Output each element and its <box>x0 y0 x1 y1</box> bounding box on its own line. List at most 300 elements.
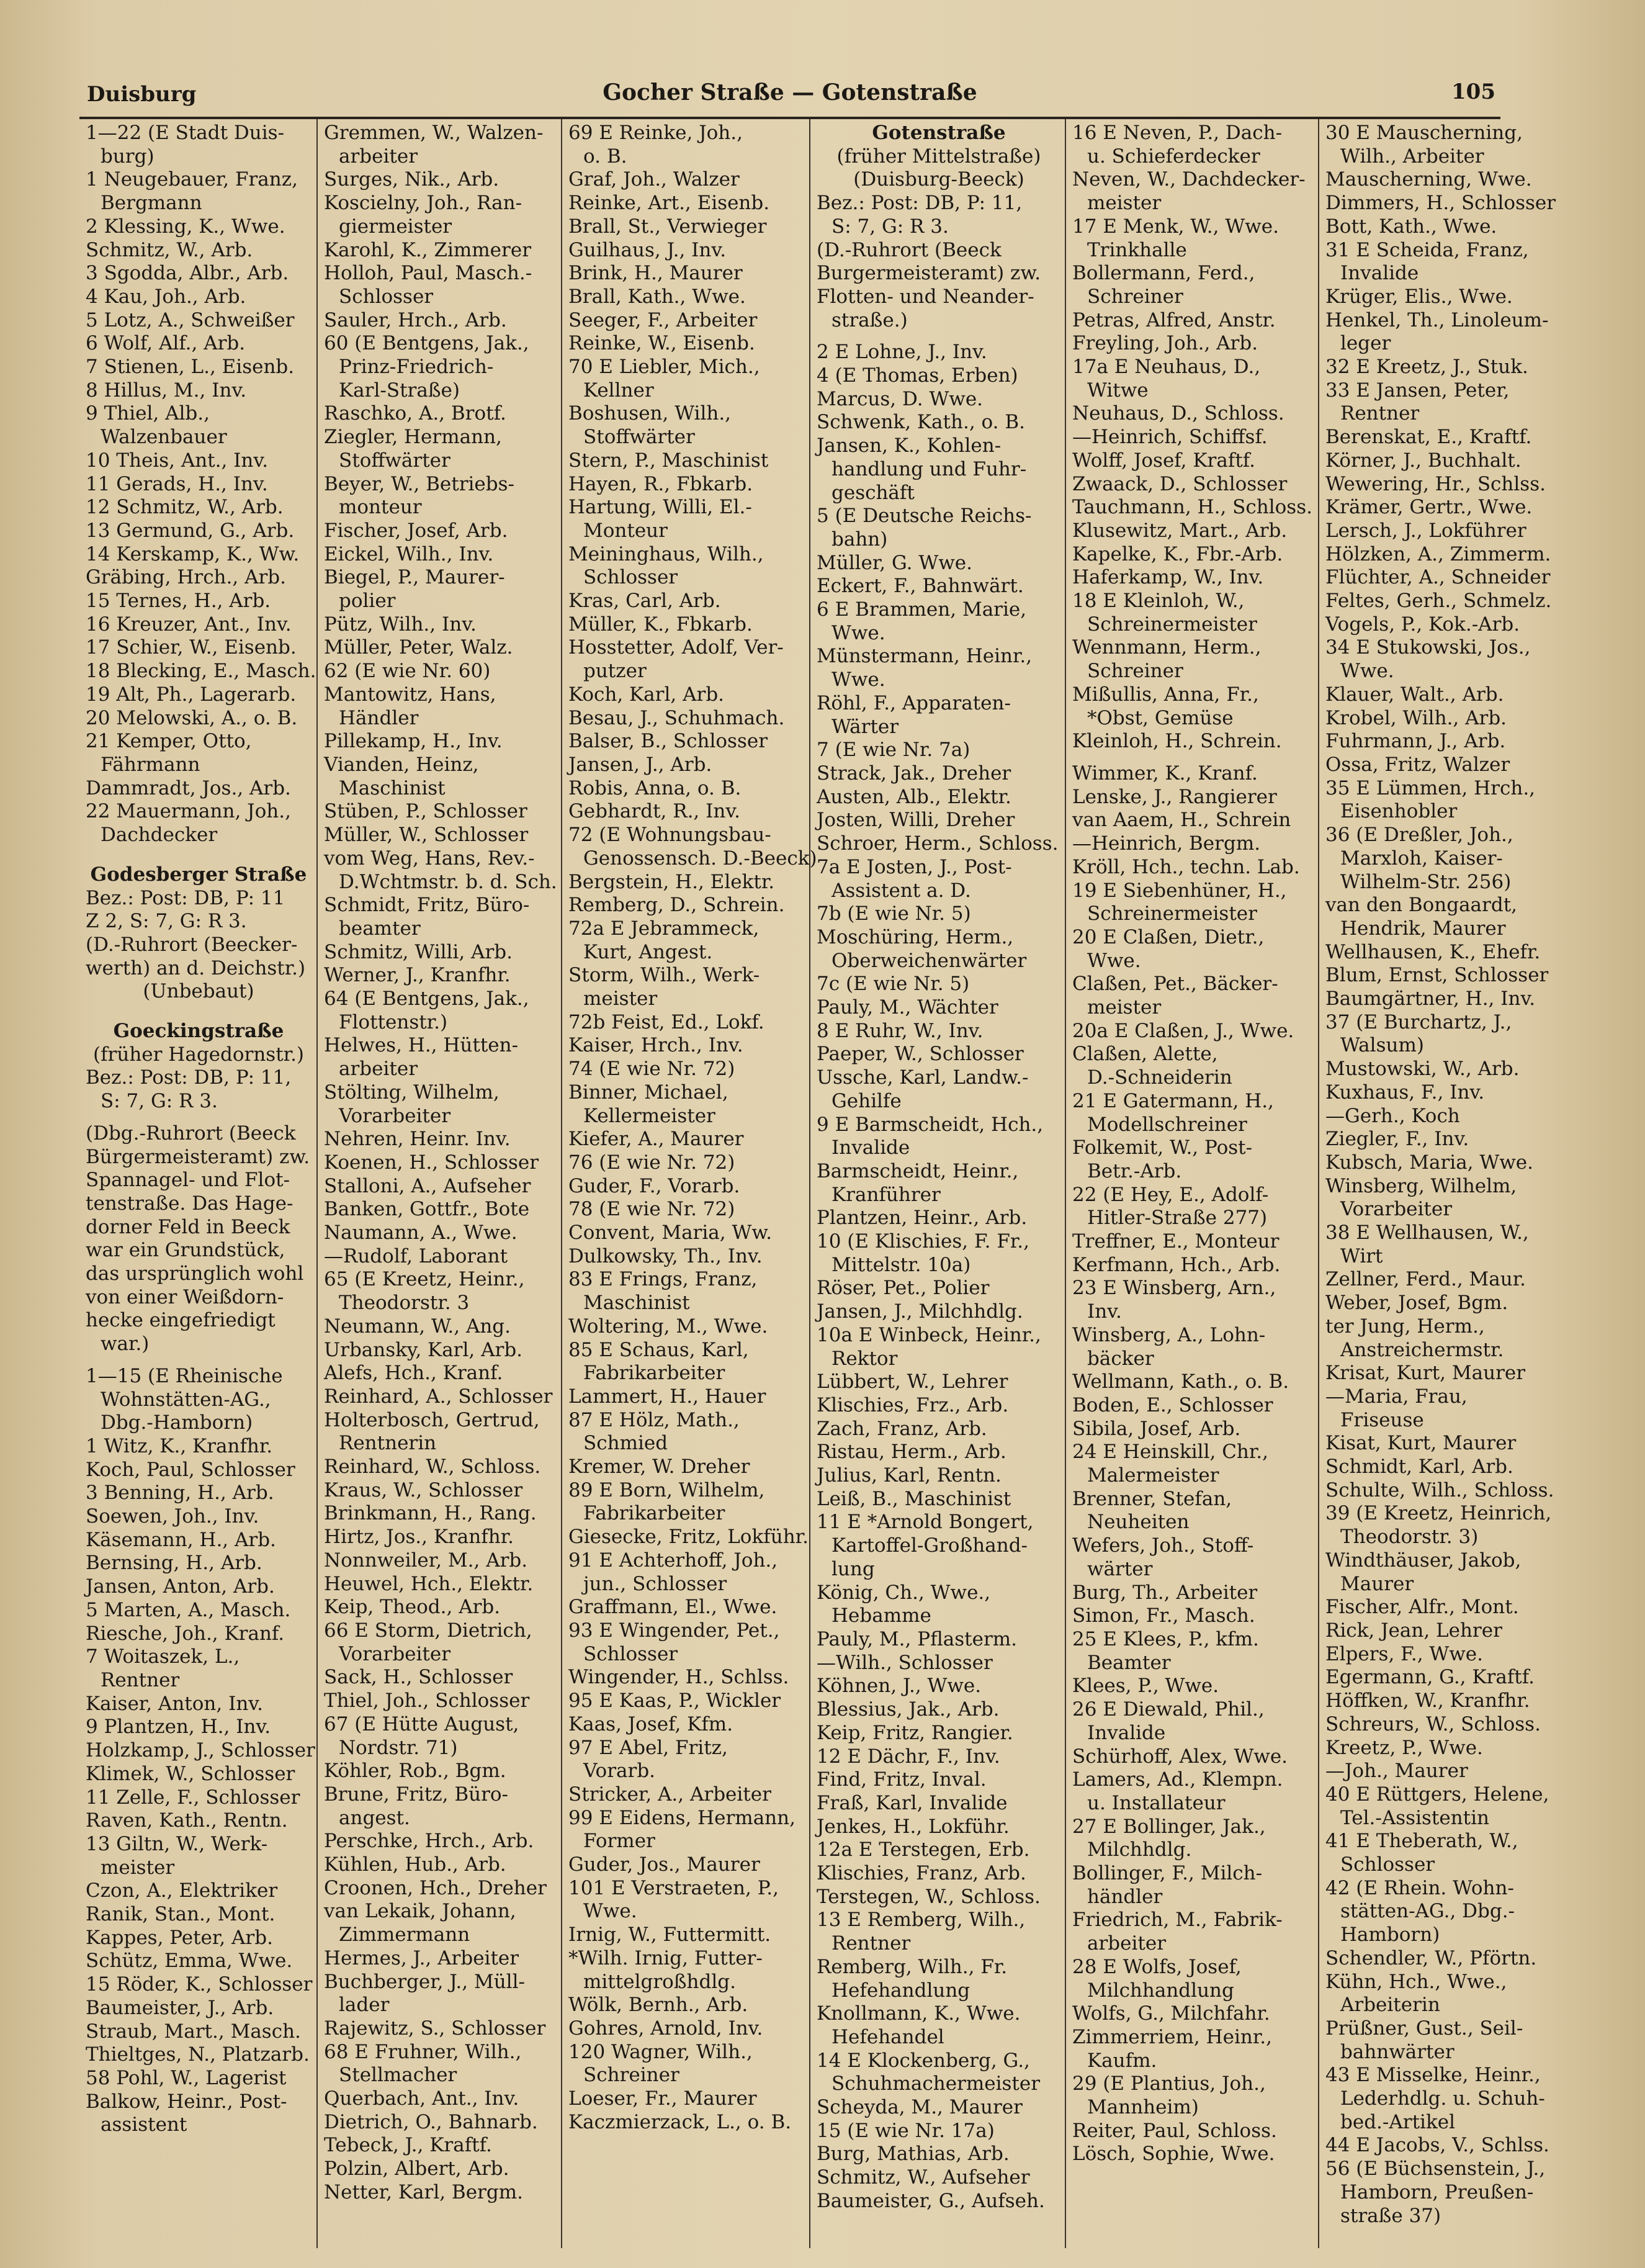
directory-entry-line: Müller, Peter, Walz. <box>324 636 513 659</box>
directory-entry-line: Mißullis, Anna, Fr., <box>1072 683 1259 706</box>
directory-entry-line: Vianden, Heinz, <box>324 753 479 776</box>
street-heading: Goeckingstraße <box>113 1020 284 1043</box>
directory-entry-line: Stüben, P., Schlosser <box>324 800 527 823</box>
directory-entry-line: Zellner, Ferd., Maur. <box>1325 1268 1526 1291</box>
directory-entry-line: Nonnweiler, M., Arb. <box>324 1549 528 1572</box>
directory-entry-line: Gebhardt, R., Inv. <box>568 800 741 823</box>
directory-entry-line: Kaiser, Anton, Inv. <box>86 1692 263 1715</box>
directory-entry-line: Stellmacher <box>339 2064 457 2087</box>
directory-entry-line: o. B. <box>583 145 627 168</box>
directory-entry-line: Terstegen, W., Schloss. <box>817 1885 1041 1908</box>
directory-entry-line: Schmitz, W., Aufseher <box>817 2166 1030 2189</box>
directory-entry-line: König, Ch., Wwe., <box>817 1581 991 1604</box>
directory-entry-line: Baumeister, G., Aufseh. <box>817 2189 1045 2212</box>
directory-entry-line: Lammert, H., Hauer <box>568 1385 766 1408</box>
directory-entry-line: Genossensch. D.-Beeck) <box>583 847 817 870</box>
directory-entry-line: Maschinist <box>583 1292 690 1315</box>
directory-entry-line: 16 Kreuzer, Ant., Inv. <box>86 613 292 636</box>
directory-entry-line: 91 E Achterhoff, Joh., <box>568 1549 778 1572</box>
directory-entry-line: Klimek, W., Schlosser <box>86 1762 295 1785</box>
directory-entry-line: 17 E Menk, W., Wwe. <box>1072 215 1279 238</box>
directory-entry-line: geschäft <box>831 481 915 504</box>
directory-entry-line: Wwe. <box>1087 949 1141 972</box>
directory-entry-line: jun., Schlosser <box>583 1572 727 1595</box>
directory-entry-line: Blum, Ernst, Schlosser <box>1325 964 1549 987</box>
directory-entry-line: Kellner <box>583 379 654 402</box>
directory-entry-line: Ossa, Fritz, Walzer <box>1325 753 1510 776</box>
directory-entry-line: Krobel, Wilh., Arb. <box>1325 706 1507 729</box>
directory-entry-line: Brenner, Stefan, <box>1072 1487 1232 1510</box>
column-1 <box>79 119 316 2248</box>
directory-entry-line: Kellermeister <box>583 1104 715 1127</box>
directory-entry-line: Höffken, W., Kranfhr. <box>1325 1690 1530 1712</box>
directory-entry-line: angest. <box>339 1806 410 1829</box>
directory-entry-line: Bez.: Post: DB, P: 11, <box>86 1066 292 1089</box>
directory-entry-line: giermeister <box>339 215 452 238</box>
directory-entry-line: Rektor <box>831 1347 898 1370</box>
directory-entry-line: Koenen, H., Schlosser <box>324 1151 539 1174</box>
directory-entry-line: Convent, Maria, Ww. <box>568 1222 773 1244</box>
directory-entry-line: Folkemit, W., Post- <box>1072 1136 1253 1159</box>
directory-entry-line: Pauly, M., Pflasterm. <box>817 1628 1018 1650</box>
directory-entry-line: Biegel, P., Maurer- <box>324 566 505 589</box>
directory-entry-line: Vogels, P., Kok.-Arb. <box>1325 613 1520 636</box>
directory-entry-line: Thieltges, N., Platzarb. <box>86 2043 310 2066</box>
directory-entry-line: Inv. <box>1087 1300 1122 1323</box>
directory-entry-line: D.-Schneiderin <box>1087 1066 1232 1089</box>
directory-entry-line: Former <box>583 1830 655 1853</box>
directory-entry-line: Brink, H., Maurer <box>568 262 743 285</box>
directory-entry-line: Henkel, Th., Linoleum- <box>1325 308 1549 331</box>
directory-entry-line: Modellschreiner <box>1087 1113 1247 1136</box>
directory-entry-line: 1 Witz, K., Kranfhr. <box>86 1434 273 1457</box>
directory-entry-line: Kraus, W., Schlosser <box>324 1478 523 1501</box>
directory-entry-line: Bernsing, H., Arb. <box>86 1552 262 1575</box>
directory-entry-line: war.) <box>101 1333 150 1356</box>
directory-entry-line: Röhl, F., Apparaten- <box>817 691 1011 714</box>
directory-entry-line: Mittelstr. 10a) <box>831 1253 971 1276</box>
directory-entry-line: Robis, Anna, o. B. <box>568 776 742 799</box>
directory-entry-line: Alefs, Hch., Kranf. <box>324 1362 503 1385</box>
directory-entry-line: Kühn, Hch., Wwe., <box>1325 1970 1507 1993</box>
directory-entry-line: 1—15 (E Rheinische <box>86 1364 283 1387</box>
directory-entry-line: Wolff, Josef, Kraftf. <box>1072 449 1255 472</box>
directory-entry-line: Balser, B., Schlosser <box>568 730 768 753</box>
directory-entry-line: 11 Gerads, H., Inv. <box>86 472 268 495</box>
directory-entry-line: Hölzken, A., Zimmerm. <box>1325 542 1551 565</box>
directory-entry-line: Tauchmann, H., Schloss. <box>1072 496 1312 519</box>
directory-entry-line: Köhnen, J., Wwe. <box>817 1675 982 1698</box>
directory-entry-line: 10 (E Klischies, F. Fr., <box>817 1230 1029 1253</box>
directory-entry-line: Wärter <box>831 715 899 738</box>
street-note: (Duisburg-Beeck) <box>853 168 1024 191</box>
directory-entry-line: 76 (E wie Nr. 72) <box>568 1151 735 1174</box>
directory-entry-line: Wölk, Bernh., Arb. <box>568 1994 748 2017</box>
directory-entry-line: 16 E Neven, P., Dach- <box>1072 122 1283 144</box>
directory-entry-line: Schmidt, Karl, Arb. <box>1325 1456 1513 1478</box>
directory-entry-line: 56 (E Büchsenstein, J., <box>1325 2158 1546 2180</box>
directory-entry-line: Anstreichermstr. <box>1340 1338 1504 1361</box>
directory-entry-line: Jansen, J., Arb. <box>568 753 712 776</box>
directory-entry-line: Meininghaus, Wilh., <box>568 542 764 565</box>
directory-entry-line: Julius, Karl, Rentn. <box>817 1464 1002 1487</box>
directory-entry-line: Boshusen, Wilh., <box>568 402 732 425</box>
directory-entry-line: straße 37) <box>1340 2204 1441 2227</box>
directory-entry-line: Karl-Straße) <box>339 379 460 402</box>
directory-entry-line: lung <box>831 1557 875 1580</box>
directory-entry-line: 5 Marten, A., Masch. <box>86 1598 291 1621</box>
directory-entry-line: Wilh., Arbeiter <box>1340 145 1484 168</box>
directory-entry-line: Bez.: Post: DB, P: 11 <box>86 886 285 909</box>
directory-entry-line: Kaczmierzack, L., o. B. <box>568 2110 792 2133</box>
directory-entry-line: Gehilfe <box>831 1089 902 1112</box>
directory-entry-line: Kröll, Hch., techn. Lab. <box>1072 855 1300 878</box>
directory-entry-line: Tebeck, J., Kraftf. <box>324 2134 492 2157</box>
directory-entry-line: Flüchter, A., Schneider <box>1325 566 1551 589</box>
directory-entry-line: Brall, Kath., Wwe. <box>568 285 746 308</box>
directory-entry-line: Guder, Jos., Maurer <box>568 1853 760 1876</box>
directory-entry-line: 60 (E Bentgens, Jak., <box>324 332 529 355</box>
directory-entry-line: Leiß, B., Maschinist <box>817 1487 1011 1510</box>
directory-entry-line: arbeiter <box>339 1058 418 1081</box>
directory-entry-line: arbeiter <box>1087 1932 1167 1955</box>
directory-entry-line: Croonen, Hch., Dreher <box>324 1876 547 1899</box>
directory-entry-line: Schmied <box>583 1432 668 1455</box>
directory-entry-line: Marxloh, Kaiser- <box>1340 847 1503 870</box>
directory-entry-line: Fabrikarbeiter <box>583 1502 725 1525</box>
directory-entry-line: Schreurs, W., Schloss. <box>1325 1712 1541 1735</box>
directory-entry-line: Gohres, Arnold, Inv. <box>568 2017 763 2040</box>
directory-entry-line: Raschko, A., Brotf. <box>324 402 506 425</box>
directory-entry-line: 7 Woitaszek, L., <box>86 1645 240 1668</box>
directory-entry-line: Wennmann, Herm., <box>1072 636 1262 659</box>
directory-entry-line: Bott, Kath., Wwe. <box>1325 215 1497 238</box>
directory-entry-line: 8 Hillus, M., Inv. <box>86 379 247 402</box>
directory-entry-line: 89 E Born, Wilhelm, <box>568 1478 765 1501</box>
directory-entry-line: Witwe <box>1087 379 1149 402</box>
directory-entry-line: 78 (E wie Nr. 72) <box>568 1198 735 1221</box>
directory-entry-line: 83 E Frings, Franz, <box>568 1268 758 1291</box>
directory-entry-line: 97 E Abel, Fritz, <box>568 1736 728 1759</box>
directory-entry-line: Holterbosch, Gertrud, <box>324 1408 540 1431</box>
directory-entry-line: Neumann, W., Ang. <box>324 1315 511 1338</box>
directory-entry-line: Pillekamp, H., Inv. <box>324 730 503 753</box>
directory-entry-line: 13 Germund, G., Arb. <box>86 519 295 542</box>
directory-entry-line: wärter <box>1087 1557 1153 1580</box>
column-2 <box>316 119 562 2248</box>
directory-entry-line: Kaas, Josef, Kfm. <box>568 1712 733 1735</box>
directory-entry-line: 42 (E Rhein. Wohn- <box>1325 1876 1514 1899</box>
directory-entry-line: Boden, E., Schlosser <box>1072 1393 1273 1416</box>
directory-entry-line: Münstermann, Heinr., <box>817 645 1033 668</box>
directory-entry-line: Wellmann, Kath., o. B. <box>1072 1370 1289 1393</box>
directory-entry-line: Giesecke, Fritz, Lokführ. <box>568 1526 809 1549</box>
directory-entry-line: 2 Klessing, K., Wwe. <box>86 215 285 238</box>
directory-entry-line: Loeser, Fr., Maurer <box>568 2087 757 2110</box>
directory-entry-line: Schürhoff, Alex, Wwe. <box>1072 1745 1288 1768</box>
directory-entry-line: Elpers, F., Wwe. <box>1325 1642 1484 1665</box>
directory-entry-line: 7a E Josten, J., Post- <box>817 855 1012 878</box>
directory-entry-line: 37 (E Burchartz, J., <box>1325 1010 1512 1033</box>
directory-entry-line: Vorarbeiter <box>339 1642 451 1665</box>
directory-entry-line: 9 Thiel, Alb., <box>86 402 210 425</box>
directory-entry-line: 120 Wagner, Wilh., <box>568 2040 753 2063</box>
directory-entry-line: van Aaem, H., Schrein <box>1072 809 1291 832</box>
directory-entry-line: Klees, P., Wwe. <box>1072 1675 1219 1698</box>
directory-entry-line: Fabrikarbeiter <box>583 1362 725 1385</box>
directory-entry-line: Dietrich, O., Bahnarb. <box>324 2110 538 2133</box>
directory-entry-line: Schreiner <box>1087 660 1183 683</box>
directory-entry-line: 4 Kau, Joh., Arb. <box>86 285 246 308</box>
directory-entry-line: Dulkowsky, Th., Inv. <box>568 1244 763 1267</box>
directory-entry-line: tenstraße. Das Hage- <box>86 1192 294 1215</box>
directory-entry-line: Marcus, D. Wwe. <box>817 387 984 410</box>
directory-entry-line: Hosstetter, Adolf, Ver- <box>568 636 784 659</box>
directory-entry-line: 69 E Reinke, Joh., <box>568 122 743 144</box>
directory-entry-line: 5 (E Deutsche Reichs- <box>817 505 1032 528</box>
directory-entry-line: Kremer, W. Dreher <box>568 1456 750 1478</box>
directory-entry-line: Feltes, Gerh., Schmelz. <box>1325 590 1552 613</box>
directory-entry-line: handlung und Fuhr- <box>831 457 1027 480</box>
directory-entry-line: beamter <box>339 917 421 940</box>
directory-entry-line: Fuhrmann, J., Arb. <box>1325 730 1506 753</box>
directory-entry-line: Müller, G. Wwe. <box>817 551 972 574</box>
directory-entry-line: 23 E Winsberg, Arn., <box>1072 1277 1276 1300</box>
directory-entry-line: 43 E Misselke, Heinr., <box>1325 2064 1541 2087</box>
directory-entry-line: Jansen, J., Milchhdlg. <box>817 1300 1023 1323</box>
entry-spacer <box>86 1114 312 1122</box>
directory-entry-line: 28 E Wolfs, Josef, <box>1072 1955 1242 1978</box>
directory-entry-line: 33 E Jansen, Peter, <box>1325 379 1510 402</box>
directory-entry-line: Kras, Carl, Arb. <box>568 590 721 613</box>
directory-entry-line: Heuwel, Hch., Elektr. <box>324 1572 534 1595</box>
directory-entry-line: Netter, Karl, Bergm. <box>324 2180 523 2203</box>
directory-entry-line: Sauler, Hrch., Arb. <box>324 308 507 331</box>
directory-entry-line: Schmidt, Fritz, Büro- <box>324 894 530 917</box>
directory-entry-line: Dachdecker <box>101 824 218 847</box>
directory-entry-line: Köhler, Rob., Bgm. <box>324 1760 506 1783</box>
directory-entry-line: *Wilh. Irnig, Futter- <box>568 1946 763 1969</box>
directory-entry-line: Hefehandlung <box>831 1979 970 2002</box>
directory-entry-line: 21 E Gatermann, H., <box>1072 1089 1274 1112</box>
directory-entry-line: 13 E Remberg, Wilh., <box>817 1909 1026 1932</box>
directory-entry-line: Keip, Fritz, Rangier. <box>817 1721 1013 1744</box>
directory-entry-line: Theodorstr. 3) <box>1340 1526 1479 1549</box>
directory-entry-line: Kleinloh, H., Schrein. <box>1072 730 1282 753</box>
directory-entry-line: Remberg, D., Schrein. <box>568 894 785 917</box>
street-heading: Gotenstraße <box>872 122 1006 144</box>
directory-entry-line: Walzenbauer <box>101 426 227 449</box>
directory-entry-line: Kühlen, Hub., Arb. <box>324 1853 506 1876</box>
directory-entry-line: Josten, Willi, Dreher <box>817 809 1015 832</box>
directory-columns <box>79 119 1556 2248</box>
directory-entry-line: Jansen, Anton, Arb. <box>86 1575 275 1598</box>
directory-entry-line: monteur <box>339 496 422 519</box>
directory-entry-line: 21 Kemper, Otto, <box>86 730 252 753</box>
directory-entry-line: Käsemann, H., Arb. <box>86 1528 276 1551</box>
directory-entry-line: Bergmann <box>101 192 202 215</box>
directory-entry-line: Wewering, Hr., Schlss. <box>1325 472 1546 495</box>
street-note: (früher Hagedornstr.) <box>92 1043 305 1066</box>
directory-entry-line: Barmscheidt, Heinr., <box>817 1159 1019 1182</box>
directory-entry-line: 66 E Storm, Dietrich, <box>324 1619 532 1642</box>
directory-entry-line: Brall, St., Verwieger <box>568 215 767 238</box>
directory-entry-line: Rentnerin <box>339 1432 437 1455</box>
directory-entry-line: 4 (E Thomas, Erben) <box>817 364 1018 387</box>
directory-entry-line: Klischies, Frz., Arb. <box>817 1393 1009 1416</box>
directory-entry-line: Keip, Theod., Arb. <box>324 1596 501 1619</box>
directory-entry-line: Schwenk, Kath., o. B. <box>817 411 1025 434</box>
directory-entry-line: Treffner, E., Monteur <box>1072 1230 1280 1253</box>
directory-entry-line: 17 Schier, W., Eisenb. <box>86 636 297 659</box>
directory-entry-line: 62 (E wie Nr. 60) <box>324 660 491 683</box>
directory-entry-line: Wingender, H., Schlss. <box>568 1666 789 1689</box>
directory-entry-line: Banken, Gottfr., Bote <box>324 1198 530 1221</box>
directory-entry-line: 6 Wolf, Alf., Arb. <box>86 332 246 355</box>
page-number: 105 <box>1451 79 1495 104</box>
directory-entry-line: meister <box>101 1856 175 1879</box>
directory-entry-line: burg) <box>101 145 155 168</box>
directory-entry-line: Storm, Wilh., Werk- <box>568 964 760 987</box>
directory-entry-line: Schroer, Herm., Schloss. <box>817 832 1059 855</box>
directory-entry-line: Winsberg, A., Lohn- <box>1072 1323 1266 1346</box>
directory-entry-line: 95 E Kaas, P., Wickler <box>568 1690 781 1712</box>
directory-entry-line: bahn) <box>831 528 888 551</box>
page-header <box>79 73 1500 119</box>
directory-entry-line: Plantzen, Heinr., Arb. <box>817 1207 1028 1230</box>
directory-entry-line: Prüßner, Gust., Seil- <box>1325 2017 1523 2040</box>
directory-entry-line: händler <box>1087 1885 1163 1908</box>
directory-entry-line: Moschüring, Herm., <box>817 925 1014 948</box>
directory-entry-line: Klischies, Franz, Arb. <box>817 1862 1026 1885</box>
entry-spacer <box>86 1356 312 1365</box>
directory-entry-line: Zimmermann <box>339 1924 470 1946</box>
directory-entry-line: 12 E Dächr, F., Inv. <box>817 1745 1000 1768</box>
directory-entry-line: Czon, A., Elektriker <box>86 1879 278 1902</box>
directory-entry-line: Ranik, Stan., Mont. <box>86 1903 276 1926</box>
directory-entry-line: Hirtz, Jos., Kranfhr. <box>324 1526 514 1549</box>
directory-entry-line: 6 E Brammen, Marie, <box>817 598 1027 621</box>
directory-entry-line: Werner, J., Kranfhr. <box>324 964 511 987</box>
directory-entry-line: Balkow, Heinr., Post- <box>86 2090 287 2113</box>
directory-entry-line: 3 Sgodda, Albr., Arb. <box>86 262 289 285</box>
directory-entry-line: Holloh, Paul, Masch.- <box>324 262 532 285</box>
directory-entry-line: 30 E Mauscherning, <box>1325 122 1523 144</box>
column-6 <box>1318 119 1556 2248</box>
directory-entry-line: Beyer, W., Betriebs- <box>324 472 515 495</box>
directory-entry-line: Stoffwärter <box>339 449 450 472</box>
directory-entry-line: Reinhard, W., Schloss. <box>324 1456 541 1478</box>
directory-entry-line: Urbansky, Karl, Arb. <box>324 1338 523 1361</box>
directory-entry-line: Koch, Karl, Arb. <box>568 683 725 706</box>
directory-entry-line: 32 E Kreetz, J., Stuk. <box>1325 356 1528 379</box>
directory-entry-line: Kubsch, Maria, Wwe. <box>1325 1151 1533 1174</box>
directory-entry-line: Krüger, Elis., Wwe. <box>1325 285 1513 308</box>
directory-entry-line: Schulte, Wilh., Schloss. <box>1325 1478 1554 1501</box>
directory-entry-line: Remberg, Wilh., Fr. <box>817 1955 1008 1978</box>
directory-entry-line: Lersch, J., Lokführer <box>1325 519 1526 542</box>
directory-entry-line: Baumeister, J., Arb. <box>86 1996 274 2019</box>
directory-entry-line: Rentner <box>101 1669 180 1691</box>
directory-entry-line: Kerfmann, Hch., Arb. <box>1072 1253 1281 1276</box>
directory-entry-line: 44 E Jacobs, V., Schlss. <box>1325 2134 1549 2157</box>
directory-entry-line: Wimmer, K., Kranf. <box>1072 762 1258 785</box>
directory-entry-line: 72 (E Wohnungsbau- <box>568 824 771 847</box>
directory-entry-line: Dammradt, Jos., Arb. <box>86 776 291 799</box>
directory-entry-line: 24 E Heinskill, Chr., <box>1072 1441 1268 1464</box>
directory-entry-line: Nordstr. 71) <box>339 1736 458 1759</box>
directory-entry-line: Kreetz, P., Wwe. <box>1325 1736 1483 1759</box>
directory-entry-line: Petras, Alfred, Anstr. <box>1072 308 1276 331</box>
directory-entry-line: Neuhaus, D., Schloss. <box>1072 402 1284 425</box>
directory-entry-line: Müller, W., Schlosser <box>324 824 529 847</box>
directory-entry-line: Claßen, Alette, <box>1072 1043 1218 1066</box>
directory-entry-line: Koch, Paul, Schlosser <box>86 1458 295 1481</box>
directory-entry-line: meister <box>1087 996 1162 1019</box>
directory-entry-line: Surges, Nik., Arb. <box>324 168 500 191</box>
directory-entry-line: meister <box>583 988 658 1010</box>
directory-entry-line: 74 (E wie Nr. 72) <box>568 1058 735 1081</box>
directory-entry-line: Haferkamp, W., Inv. <box>1072 566 1264 589</box>
directory-entry-line: 5 Lotz, A., Schweißer <box>86 308 295 331</box>
directory-entry-line: Brune, Fritz, Büro- <box>324 1783 509 1806</box>
directory-entry-line: Vorarbeiter <box>1340 1198 1453 1221</box>
directory-entry-line: Bollinger, F., Milch- <box>1072 1862 1263 1885</box>
directory-entry-line: Kaufm. <box>1087 2049 1157 2072</box>
column-3 <box>561 119 817 2248</box>
directory-entry-line: Schlosser <box>583 1642 678 1665</box>
directory-entry-line: Bürgermeisteramt) zw. <box>86 1145 310 1168</box>
directory-entry-line: Schlosser <box>1340 1853 1435 1876</box>
directory-entry-line: D.Wchtmstr. b. d. Sch. <box>339 870 557 893</box>
directory-entry-line: vom Weg, Hans, Rev.- <box>324 847 535 870</box>
directory-entry-line: Karohl, K., Zimmerer <box>324 238 532 261</box>
directory-entry-line: —Heinrich, Schiffsf. <box>1072 426 1268 449</box>
directory-entry-line: Milchhandlung <box>1087 1979 1234 2002</box>
directory-entry-line: Dimmers, H., Schlosser <box>1325 192 1556 215</box>
directory-entry-line: —Rudolf, Laborant <box>324 1244 508 1267</box>
directory-entry-line: 15 Röder, K., Schlosser <box>86 1973 313 1996</box>
directory-entry-line: Knollmann, K., Wwe. <box>817 2002 1021 2025</box>
directory-entry-line: Wohnstätten-AG., <box>101 1388 271 1411</box>
directory-entry-line: 14 E Klockenberg, G., <box>817 2049 1030 2072</box>
directory-entry-line: Flottenstr.) <box>339 1010 448 1033</box>
directory-entry-line: Hamborn, Preußen- <box>1340 2180 1534 2203</box>
directory-entry-line: Neuheiten <box>1087 1511 1190 1534</box>
directory-entry-line: 7 Stienen, L., Eisenb. <box>86 356 295 379</box>
directory-entry-line: 101 E Verstraeten, P., <box>568 1876 779 1899</box>
directory-entry-line: Oberweichenwärter <box>831 949 1027 972</box>
directory-entry-line: Kuxhaus, F., Inv. <box>1325 1081 1485 1104</box>
directory-entry-line: Schreiner <box>1087 285 1183 308</box>
directory-entry-line: Händler <box>339 706 419 729</box>
directory-entry-line: Walsum) <box>1340 1034 1424 1057</box>
directory-entry-line: Scheyda, M., Maurer <box>817 2096 1023 2119</box>
directory-entry-line: Rentner <box>831 1932 911 1955</box>
directory-entry-line: Mauscherning, Wwe. <box>1325 168 1532 191</box>
directory-entry-line: Mustowski, W., Arb. <box>1325 1058 1520 1081</box>
directory-entry-line: ter Jung, Herm., <box>1325 1315 1485 1338</box>
directory-entry-line: Find, Fritz, Inval. <box>817 1768 987 1791</box>
directory-entry-line: Körner, J., Buchhalt. <box>1325 449 1522 472</box>
directory-entry-line: Neven, W., Dachdecker- <box>1072 168 1306 191</box>
directory-entry-line: Lenske, J., Rangierer <box>1072 785 1277 808</box>
directory-entry-line: Krisat, Kurt, Maurer <box>1325 1362 1526 1385</box>
directory-entry-line: dorner Feld in Beeck <box>86 1215 290 1238</box>
directory-entry-line: Stalloni, A., Aufseher <box>324 1174 531 1197</box>
directory-entry-line: Wwe. <box>831 668 885 691</box>
directory-entry-line: Sibila, Josef, Arb. <box>1072 1417 1241 1440</box>
